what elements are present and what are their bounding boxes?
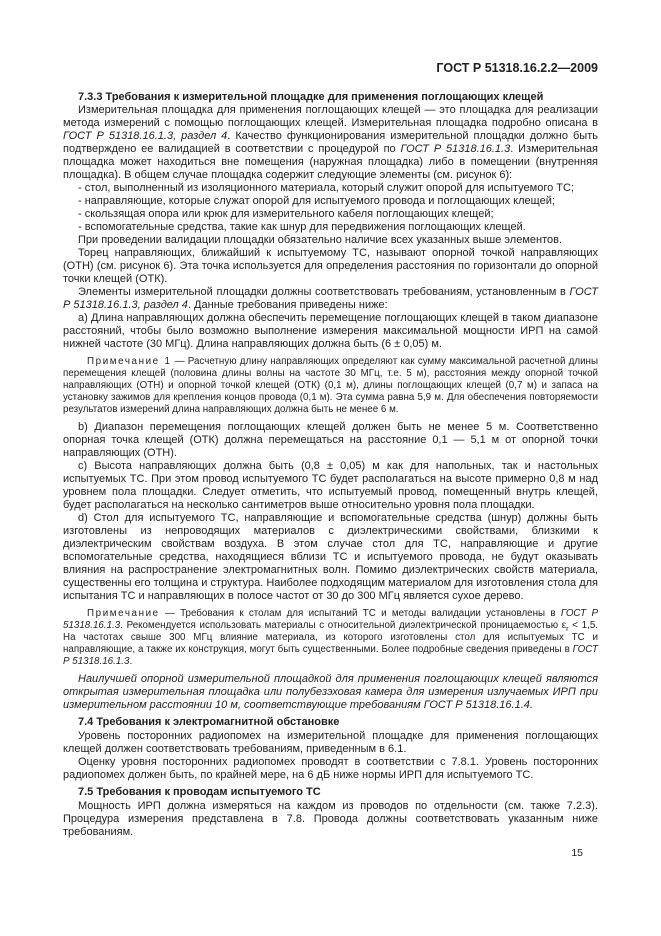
- gost-reference: ГОСТ Р 51318.16.1.3, раздел 4: [63, 130, 228, 142]
- section-heading-7-3-3: 7.3.3 Требования к измерительной площадке для применения поглощающих клещей: [78, 91, 544, 103]
- note-2: [63, 608, 598, 668]
- paragraph-intro: [63, 104, 598, 182]
- intro-text-3: . Измерительная площадка может находиться вне помещения (наружная площадка) либо в помещении (внутренняя площадка). В общем случае площадка содержит следующие элементы (см. рисунок 6):: [63, 143, 598, 181]
- list-item-guides: - направляющие, которые служат опорой для испытуемого провода и поглощающих клещей;: [78, 195, 555, 207]
- paragraph-validation: При проведении валидации площадки обязательно наличие всех указанных выше элементов.: [78, 234, 563, 246]
- requirement-item-c: c) Высота направляющих должна быть (0,8 ± 0,05) м как для напольных, так и настольных испытуемых ТС. При этом провод испытуемого ТС будет располагаться на высоте примерно 0,8 м над уровнем пола площадки. Следует отметить, что испытуемый провод, помещенный внутрь клещей, будет располагаться на несколько сантиметров выше относительно уровня пола площадки.: [63, 460, 598, 511]
- intro-text-1: Измерительная площадка для применения поглощающих клещей — это площадка для реализации метода измерений с помощью поглощающих клещей. Измерительная площадка подробно описана в: [63, 104, 598, 129]
- list-item-support: - скользящая опора или крюк для измерительного кабеля поглощающих клещей;: [78, 208, 494, 220]
- gost-reference: ГОСТ Р 51318.16.1.3: [400, 143, 511, 155]
- section-heading-7-5: 7.5 Требования к проводам испытуемого ТС: [78, 786, 321, 798]
- intro-text-2: . Качество функционирования измерительной площадки должно быть подтверждено ее валидацией в соответствии с процедурой по: [63, 130, 598, 155]
- paragraph-7-4-assessment: Оценку уровня посторонних радиопомех проводят в соответствии с 7.8.1. Уровень посторонних радиопомех должен быть, по крайней мере, на 6 дБ ниже нормы ИРП для испытуемого ТС.: [63, 756, 598, 781]
- note-1-text: — Расчетную длину направляющих определяют как сумму максимальной расчетной длины перемещения клещей (половина длины волны на частоте 30 МГц, т.е. 5 м), расстояния между опорной точкой направляющих (ОТН) и опорной точкой клещей (ОТК) (0,1 м), длины поглощающих клещей (0,7 м) и запаса на установку зажимов для крепления концов провода (0,1 м). Эта сумма равна 5,9 м. Для обеспечения повторяемости результатов измерений длина направляющих должна быть не менее 6 м.: [63, 356, 598, 415]
- paragraph-7-5-power: Мощность ИРП должна измеряться на каждом из проводов по отдельности (см. также 7.2.3). Процедура измерения представлена в 7.8. Провода должны соответствовать указанным ниже требованиям.: [63, 800, 598, 838]
- note-2-text-1: — Требования к столам для испытаний ТС и методы валидации установлены в: [159, 608, 561, 619]
- requirement-item-a: a) Длина направляющих должна обеспечить перемещение поглощающих клещей в таком диапазоне расстояний, чтобы было возможно выполнение измерения максимальной мощности ИРП на самой нижней частоте (30 МГц). Длина направляющих должна быть (6 ± 0,05) м.: [63, 312, 598, 350]
- note-2-text-2: . Рекомендуется использовать материалы с относительной диэлектрической проницаемостью ε: [120, 620, 567, 631]
- requirement-item-d: d) Стол для испытуемого ТС, направляющие и вспомогательные средства (шнур) должны быть изготовлены из непроводящих материалов с диэлектрическими свойствами, близкими к диэлектрическим свойствам воздуха. В этом случае стол для ТС, направляющие и другие вспомогательные средства, находящиеся вблизи ТС и испытуемого провода, не будут оказывать влияния на распространение электромагнитных волн. Помимо диэлектрических свойств материала, существенны его толщина и структура. Наиболее подходящим материалом для изготовления стола для испытания ТС и направляющих в полосе частот от 30 до 300 МГц является сухое дерево.: [63, 512, 598, 602]
- list-item-table: - стол, выполненный из изоляционного материала, который служит опорой для испытуемого ТС;: [78, 182, 575, 194]
- section-heading-7-4: 7.4 Требования к электромагнитной обстановке: [78, 716, 340, 728]
- gost-reference: ГОСТ Р 51318.16.1.3, раздел 4: [63, 286, 598, 311]
- gost-reference: ГОСТ Р 51318.16.1.3: [63, 608, 598, 631]
- doc-header-standard-number: ГОСТ Р 51318.16.2.2—2009: [436, 61, 598, 75]
- list-item-aux: - вспомогательные средства, такие как шнур для передвижения поглощающих клещей.: [78, 221, 526, 233]
- epsilon-subscript: r: [566, 623, 569, 633]
- note-1-label: Примечание 1: [87, 356, 172, 367]
- paragraph-elements: [63, 286, 598, 312]
- note-2-text-3: < 1,5. На частотах свыше 300 МГц влияние материала, из которого изготовлены стол для испытуемых ТС и направляющие, а также их конструкция, могут быть существенными. Более подробные сведения приведены в: [63, 620, 598, 655]
- note-2-text-4: .: [129, 656, 133, 667]
- gost-reference: ГОСТ Р 51318.16.1.3: [63, 644, 598, 667]
- elements-text-1: Элементы измерительной площадки должны соответствовать требованиям, установленным в: [78, 286, 570, 298]
- requirement-item-b: b) Диапазон перемещения поглощающих клещей должен быть не менее 5 м. Соответственно опорная точка клещей (ОТК) должна перемещаться на расстояние 0,1 — 5,1 м от опорной точки направляющих (ОТН).: [63, 421, 598, 459]
- paragraph-7-4-level: Уровень посторонних радиопомех на измерительной площадке для применения поглощающих клещей должен соответствовать требованиям, приведенным в 6.1.: [63, 730, 598, 755]
- paragraph-torets: Торец направляющих, ближайший к испытуемому ТС, называют опорной точкой направляющих (ОТН) (см. рисунок 6). Эта точка используется для определения расстояния по горизонтали до опорной точки клещей (ОТК).: [63, 247, 598, 285]
- paragraph-best-site: Наилучшей опорной измерительной площадкой для применения поглощающих клещей являются открытая измерительная площадка или полубезэховая камера для измерения излучаемых ИРП при измерительном расстоянии 10 м, соответствующие требованиям ГОСТ Р 51318.16.1.4.: [63, 673, 598, 711]
- page-number: 15: [571, 847, 583, 859]
- note-2-label: Примечание: [87, 608, 160, 619]
- page-content: [63, 62, 598, 839]
- note-1: [63, 356, 598, 416]
- elements-text-2: . Данные требования приведены ниже:: [187, 299, 388, 311]
